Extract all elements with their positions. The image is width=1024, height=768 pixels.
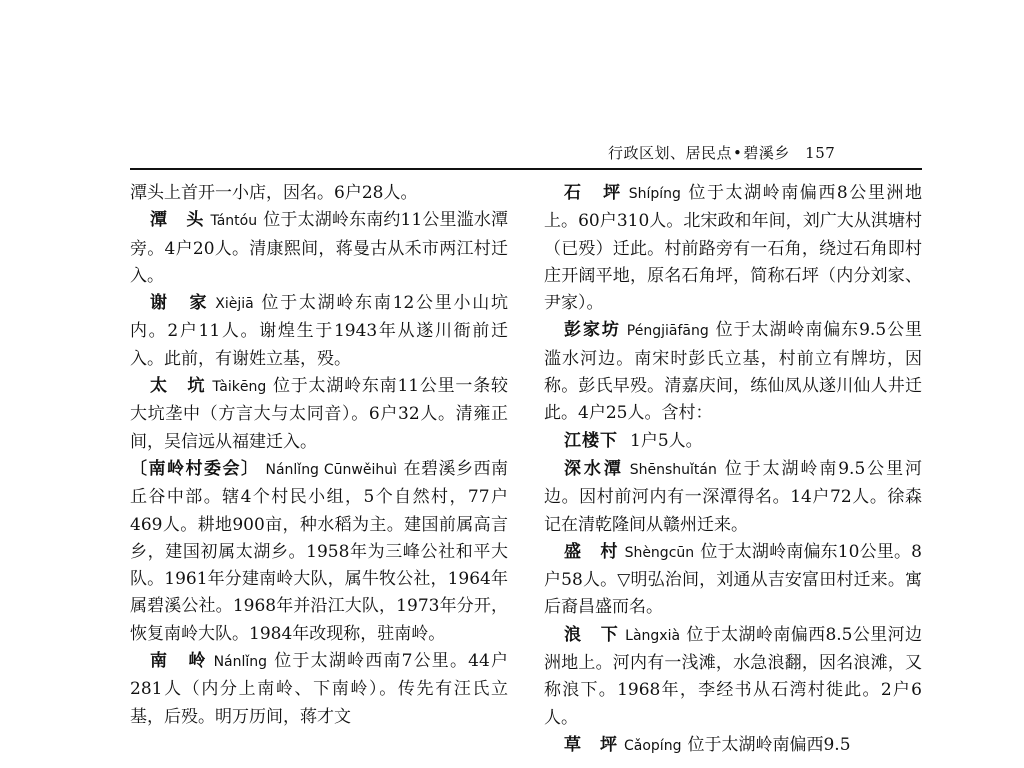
entry-headword: 〔南岭村委会〕 [130,458,260,479]
entry-text: 位于太湖岭东南11公里一条较大坑垄中（方言大与太同音）。6户32人。清雍正间，吴信远从福建迁入。 [130,376,508,452]
entry-text: 位于太湖岭南9.5公里河边。因村前河内有一深潭得名。14户72人。徐森记在清乾隆间从赣州迁来。 [544,458,922,535]
header-dot: • [733,144,743,162]
right-column [544,180,922,760]
entry-shengcun [544,539,922,622]
entry-shiping [544,180,922,317]
entry-pinyin: Nánlǐng [213,654,268,671]
header-section: 行政区划、居民点 [608,144,733,162]
entry-text: 位于太湖岭东南12公里小山坑内。2户11人。谢煌生于1943年从遂川衙前迁入。此前，有谢姓立基，殁。 [130,293,508,369]
entry-headword: 潭 头 [150,210,205,231]
entry-headword: 南 岭 [150,651,208,672]
entry-continuation [130,180,508,207]
page-header [608,142,835,163]
entry-headword: 石 坪 [564,183,623,203]
entry-caoping [544,732,922,760]
entry-pinyin: Péngjiāfāng [626,323,709,340]
entry-langxia [544,622,922,732]
entry-headword: 深水潭 [564,458,624,479]
entry-text: 位于太湖岭南偏西8公里洲地上。60户310人。北宋政和年间，刘广大从淇塘村（已殁）迁此。村前路旁有一石角，绕过石角即村庄开阔平地，原名石角坪，简称石坪（内分刘家、尹家）。 [544,183,922,314]
entry-headword: 彭家坊 [564,320,621,341]
entry-jianglouxia [544,428,922,456]
entry-pinyin: Xièjiā [215,296,254,313]
entry-tantou [130,207,508,290]
entry-pinyin: Nánlǐng Cūnwěihuì [265,461,398,478]
entry-text: 位于太湖岭南偏西9.5 [687,734,851,755]
entry-nanling [130,648,508,731]
entry-pinyin: Làngxià [625,627,681,644]
entry-pinyin: Tántóu [210,213,258,230]
entry-pinyin: Shèngcūn [624,544,695,561]
entry-text: 位于太湖岭东南约11公里滥水潭旁。4户20人。清康熙间，蒋曼古从禾市两江村迁入。 [130,210,508,286]
entry-nanling-committee [130,456,508,648]
entry-pinyin: Cǎopíng [624,737,682,754]
entry-pinyin: Shēnshuǐtán [629,461,717,478]
entry-text: 潭头上首开一小店，因名。6户28人。 [130,183,418,203]
entry-text: 位于太湖岭南偏东10公里。8户58人。▽明弘治间，刘通从吉安富田村迁来。寓后裔昌盛而名。 [544,541,922,618]
entry-headword: 浪 下 [564,624,620,645]
entry-text: 位于太湖岭南偏东9.5公里滥水河边。南宋时彭氏立基，村前立有牌坊，因称。彭氏早殁。清嘉庆间，练仙凤从遂川仙人井迁此。4户25人。含村： [544,320,922,424]
entry-shenshuitan [544,456,922,539]
entry-pinyin: Shípíng [628,186,681,202]
left-column [130,180,508,731]
entry-text: 位于太湖岭南偏西8.5公里河边洲地上。河内有一浅滩，水急浪翻，因名浪滩，又称浪下。1968年，李经书从石湾村徙此。2户6人。 [544,624,922,728]
entry-text: 1户5人。 [630,430,703,451]
header-rule [130,168,922,170]
entry-headword: 草 坪 [564,734,618,755]
entry-headword: 太 坑 [150,376,207,397]
entry-pengjiafang [544,317,922,427]
page-number: 157 [805,144,836,162]
entry-text: 位于太湖岭西南7公里。44户281人（内分上南岭、下南岭）。传先有汪氏立基，后殁。明万历间，蒋才文 [130,651,508,727]
header-subsection: 碧溪乡 [743,144,790,162]
entry-headword: 谢 家 [150,293,210,314]
entry-headword: 盛 村 [564,541,619,562]
entry-pinyin: Tàikēng [212,379,267,396]
entry-xiejia [130,290,508,373]
entry-headword: 江楼下 [564,430,618,451]
entry-taikeng [130,373,508,456]
entry-text: 在碧溪乡西南丘谷中部。辖4个村民小组，5个自然村，77户469人。耕地900亩，种水稻为主。建国前属高言乡，建国初属太湖乡。1958年为三峰公社和平大队。1961年分建南岭大队，属牛牧公社，1964年属碧溪公社。1968年并沿江大队，1973年分开，恢复南岭大队。1984年改现称，驻南岭。 [130,458,509,644]
